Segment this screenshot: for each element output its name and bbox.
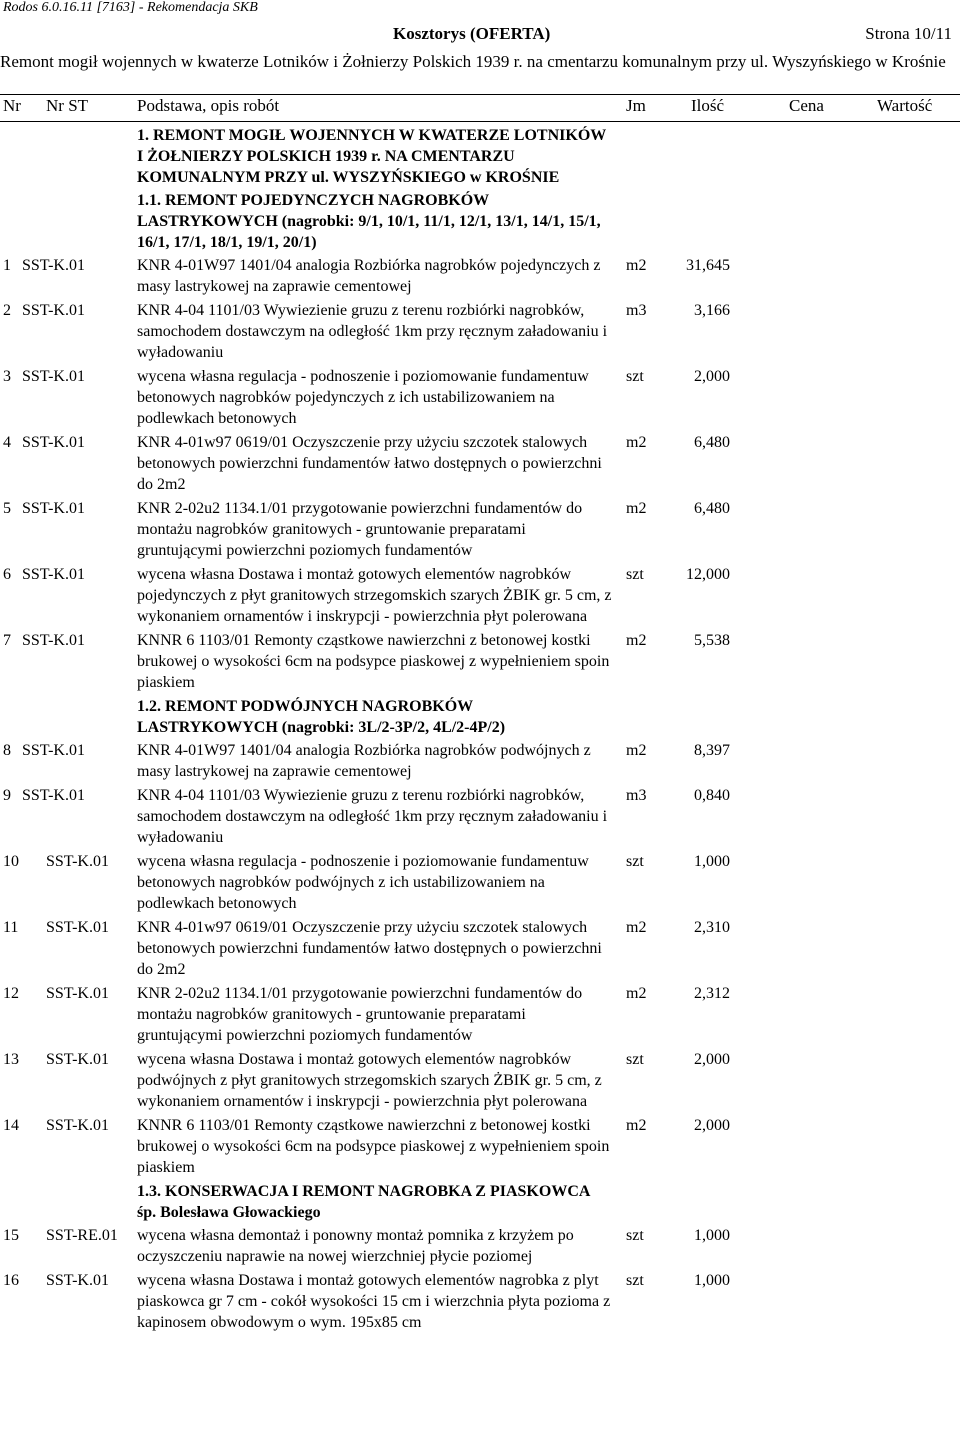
row-quantity: 1,000 <box>694 1227 730 1244</box>
row-spec-code: SST-K.01 <box>46 985 109 1002</box>
table-row <box>0 498 960 561</box>
row-number: 11 <box>3 919 19 936</box>
row-quantity: 1,000 <box>694 853 730 870</box>
row-spec-code: SST-K.01 <box>22 302 85 319</box>
row-spec-code: SST-K.01 <box>46 1051 109 1068</box>
row-quantity: 3,166 <box>694 302 730 319</box>
row-quantity: 2,312 <box>694 985 730 1002</box>
app-name: Rodos 6.0.16.11 [7163] - Rekomendacja SKB <box>3 0 258 15</box>
row-number: 9 <box>3 787 11 804</box>
row-unit: m2 <box>626 257 647 274</box>
row-number: 14 <box>3 1117 19 1134</box>
page-number: Strona 10/11 <box>865 24 952 43</box>
table-row <box>0 432 960 495</box>
col-nrst: Nr ST <box>46 96 89 115</box>
row-unit: szt <box>626 566 644 583</box>
table-row <box>0 366 960 429</box>
row-description: wycena własna demontaż i ponowny montaż pomnika z krzyżem po oczyszczeniu naprawie na nowej wierzchniej płycie poziomej <box>137 1227 574 1265</box>
col-value: Wartość <box>877 96 933 115</box>
row-unit: m3 <box>626 302 647 319</box>
table-row <box>0 300 960 363</box>
section-heading: 1. REMONT MOGIŁ WOJENNYCH W KWATERZE LOTNIKÓW I ŻOŁNIERZY POLSKICH 1939 r. NA CMENTARZU KOMUNALNYM PRZY ul. WYSZYŃSKIEGO w KROŚNIE <box>137 127 606 186</box>
row-spec-code: SST-K.01 <box>46 1117 109 1134</box>
row-number: 3 <box>3 368 11 385</box>
row-description: KNR 2-02u2 1134.1/01 przygotowanie powierzchni fundamentów do montażu nagrobków granitowych - gruntowanie preparatami gruntującymi powierzchni poziomych fundamentów <box>137 985 583 1044</box>
row-spec-code: SST-K.01 <box>46 1272 109 1289</box>
col-basis: Podstawa, opis robót <box>137 96 280 115</box>
row-number: 13 <box>3 1051 19 1068</box>
table-row <box>0 255 960 297</box>
table-row <box>0 740 960 782</box>
row-description: KNR 4-01w97 0619/01 Oczyszczenie przy użyciu szczotek stalowych betonowych powierzchni fundamentów łatwo dostępnych o powierzchni do 2m2 <box>137 434 602 493</box>
cost-estimate-table <box>0 124 960 1336</box>
table-row <box>0 1270 960 1333</box>
table-row <box>0 917 960 980</box>
row-unit: szt <box>626 1227 644 1244</box>
row-spec-code: SST-K.01 <box>22 434 85 451</box>
table-row <box>0 785 960 848</box>
row-spec-code: SST-K.01 <box>46 853 109 870</box>
section-heading: 1.3. KONSERWACJA I REMONT NAGROBKA Z PIASKOWCA śp. Bolesława Głowackiego <box>137 1183 590 1221</box>
row-quantity: 1,000 <box>694 1272 730 1289</box>
row-description: wycena własna regulacja - podnoszenie i poziomowanie fundamentuw betonowych nagrobków pojedynczych z ich ustabilizowaniem na podlewkach betonowych <box>137 368 589 427</box>
row-number: 16 <box>3 1272 19 1289</box>
row-quantity: 5,538 <box>694 632 730 649</box>
row-unit: szt <box>626 853 644 870</box>
table-row <box>0 851 960 914</box>
row-quantity: 31,645 <box>686 257 730 274</box>
row-description: KNR 4-01W97 1401/04 analogia Rozbiórka nagrobków pojedynczych z masy lastrykowej na zaprawie cementowej <box>137 257 601 295</box>
row-description: wycena własna Dostawa i montaż gotowych elementów nagrobka z plyt piaskowca gr 7 cm - cokół wysokości 15 cm i wierzchnia płyta pozioma z kapinosem obwodowym o wym. 195x85 cm <box>137 1272 611 1331</box>
table-row <box>0 1115 960 1178</box>
row-number: 5 <box>3 500 11 517</box>
row-number: 6 <box>3 566 11 583</box>
row-unit: m2 <box>626 434 647 451</box>
row-quantity: 12,000 <box>686 566 730 583</box>
row-unit: m2 <box>626 919 647 936</box>
column-header-row <box>0 96 960 122</box>
document-title: Kosztorys (OFERTA) <box>393 24 551 43</box>
row-unit: m2 <box>626 632 647 649</box>
row-number: 8 <box>3 742 11 759</box>
row-unit: m2 <box>626 985 647 1002</box>
row-unit: m2 <box>626 742 647 759</box>
row-description: KNNR 6 1103/01 Remonty cząstkowe nawierzchni z betonowej kostki brukowej o wysokości 6cm na podsypce piaskowej z wypełnieniem spoin piaskiem <box>137 1117 610 1176</box>
row-description: KNNR 6 1103/01 Remonty cząstkowe nawierzchni z betonowej kostki brukowej o wysokości 6cm na podsypce piaskowej z wypełnieniem spoin piaskiem <box>137 632 610 691</box>
row-quantity: 2,000 <box>694 1117 730 1134</box>
row-number: 7 <box>3 632 11 649</box>
row-quantity: 2,310 <box>694 919 730 936</box>
row-quantity: 2,000 <box>694 1051 730 1068</box>
row-quantity: 6,480 <box>694 500 730 517</box>
row-unit: szt <box>626 1272 644 1289</box>
table-row <box>0 630 960 693</box>
row-description: KNR 4-04 1101/03 Wywiezienie gruzu z terenu rozbiórki nagrobków, samochodem dostawczym na odległość 1km przy ręcznym załadowaniu i wyładowaniu <box>137 302 608 361</box>
row-spec-code: SST-RE.01 <box>46 1227 118 1244</box>
table-row <box>0 1225 960 1267</box>
row-description: wycena własna Dostawa i montaż gotowych elementów nagrobków pojedynczych z płyt granitowych strzegomskich szarych ŻBIK gr. 5 cm, z wykonaniem ornamentów i inskrypcji - powierzchnia płyt polerowana <box>137 566 612 625</box>
header-rule-top <box>0 94 960 95</box>
col-qty: Ilość <box>691 96 725 115</box>
table-row <box>0 983 960 1046</box>
row-description: KNR 4-01w97 0619/01 Oczyszczenie przy użyciu szczotek stalowych betonowych powierzchni fundamentów łatwo dostępnych o powierzchni do 2m2 <box>137 919 602 978</box>
row-spec-code: SST-K.01 <box>22 632 85 649</box>
row-spec-code: SST-K.01 <box>22 566 85 583</box>
row-unit: m2 <box>626 1117 647 1134</box>
section-heading: 1.2. REMONT PODWÓJNYCH NAGROBKÓW LASTRYKOWYCH (nagrobki: 3L/2-3P/2, 4L/2-4P/2) <box>137 698 506 736</box>
row-description: KNR 4-01W97 1401/04 analogia Rozbiórka nagrobków podwójnych z masy lastrykowej na zaprawie cementowej <box>137 742 591 780</box>
row-number: 12 <box>3 985 19 1002</box>
row-quantity: 0,840 <box>694 787 730 804</box>
row-quantity: 6,480 <box>694 434 730 451</box>
table-row <box>0 1049 960 1112</box>
row-spec-code: SST-K.01 <box>22 257 85 274</box>
row-quantity: 8,397 <box>694 742 730 759</box>
row-spec-code: SST-K.01 <box>22 368 85 385</box>
row-unit: m2 <box>626 500 647 517</box>
col-jm: Jm <box>626 96 646 115</box>
row-number: 15 <box>3 1227 19 1244</box>
row-spec-code: SST-K.01 <box>46 919 109 936</box>
row-spec-code: SST-K.01 <box>22 500 85 517</box>
col-nr: Nr <box>3 96 21 115</box>
row-description: wycena własna regulacja - podnoszenie i poziomowanie fundamentuw betonowych nagrobków podwójnych z ich ustabilizowaniem na podlewkach betonowych <box>137 853 589 912</box>
row-number: 2 <box>3 302 11 319</box>
row-quantity: 2,000 <box>694 368 730 385</box>
row-number: 1 <box>3 257 11 274</box>
row-spec-code: SST-K.01 <box>22 742 85 759</box>
table-row <box>0 564 960 627</box>
header-rule-bottom <box>0 121 960 122</box>
row-number: 4 <box>3 434 11 451</box>
row-description: KNR 4-04 1101/03 Wywiezienie gruzu z terenu rozbiórki nagrobków, samochodem dostawczym na odległość 1km przy ręcznym załadowaniu i wyładowaniu <box>137 787 608 846</box>
row-unit: m3 <box>626 787 647 804</box>
col-price: Cena <box>789 96 824 115</box>
row-number: 10 <box>3 853 19 870</box>
section-heading: 1.1. REMONT POJEDYNCZYCH NAGROBKÓW LASTRYKOWYCH (nagrobki: 9/1, 10/1, 11/1, 12/1, 13/1, 14/1, 15/1, 16/1, 17/1, 18/1, 19/1, 20/1) <box>137 192 601 251</box>
row-unit: szt <box>626 368 644 385</box>
row-description: wycena własna Dostawa i montaż gotowych elementów nagrobków podwójnych z płyt granitowych strzegomskich szarych ŻBIK gr. 5 cm, z wykonaniem ornamentów i inskrypcji - powierzchnia płyt polerowana <box>137 1051 602 1110</box>
project-title: Remont mogił wojennych w kwaterze Lotników i Żołnierzy Polskich 1939 r. na cmentarzu komunalnym przy ul. Wyszyńskiego w Krośnie <box>0 52 946 71</box>
row-spec-code: SST-K.01 <box>22 787 85 804</box>
row-unit: szt <box>626 1051 644 1068</box>
row-description: KNR 2-02u2 1134.1/01 przygotowanie powierzchni fundamentów do montażu nagrobków granitowych - gruntowanie preparatami gruntującymi powierzchni poziomych fundamentów <box>137 500 583 559</box>
